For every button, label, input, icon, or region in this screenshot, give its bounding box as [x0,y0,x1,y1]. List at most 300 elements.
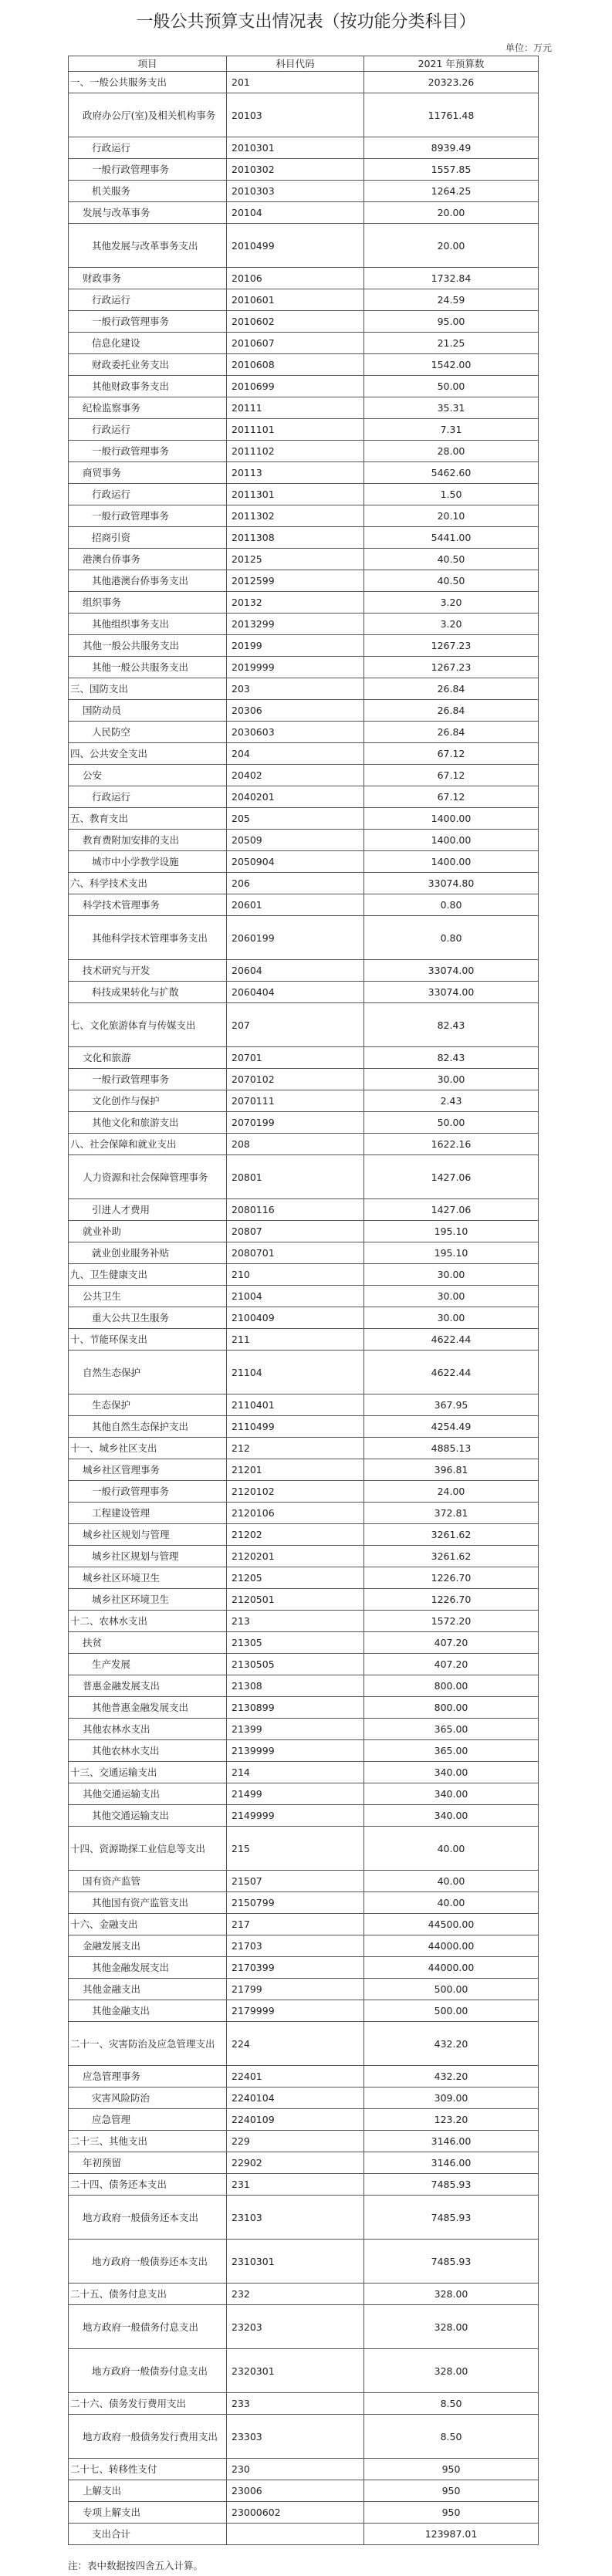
item-name-cell: 四、公共安全支出 [69,743,227,765]
table-row [69,678,539,700]
budget-amount-cell: 1.50 [364,484,539,505]
budget-amount-cell: 195.10 [364,1221,539,1242]
budget-amount-cell: 44000.00 [364,1957,539,1979]
table-row [69,311,539,333]
subject-code-cell: 22401 [227,2066,364,2088]
budget-amount-cell: 328.00 [364,2284,539,2305]
subject-code-cell: 23203 [227,2305,364,2349]
table-row [69,722,539,743]
item-name-cell: 财政事务 [69,268,227,289]
item-name-cell: 五、教育支出 [69,808,227,830]
item-name-cell: 专项上解支出 [69,2502,227,2524]
table-row [69,700,539,722]
budget-amount-cell: 50.00 [364,376,539,397]
subject-code-cell: 2120106 [227,1503,364,1524]
budget-amount-cell: 8939.49 [364,137,539,159]
table-row [69,1740,539,1762]
table-row [69,1675,539,1697]
table-header-row [69,56,539,72]
table-row [69,1914,539,1935]
item-name-cell: 行政运行 [69,786,227,808]
budget-amount-cell: 396.81 [364,1459,539,1481]
subject-code-cell: 201 [227,72,364,93]
item-name-cell: 城乡社区管理事务 [69,1459,227,1481]
subject-code-cell: 2120201 [227,1546,364,1567]
table-row [69,527,539,549]
subject-code-cell: 2070102 [227,1069,364,1090]
table-row [69,1351,539,1394]
table-row [69,1567,539,1589]
budget-amount-cell: 3146.00 [364,2131,539,2152]
budget-amount-cell: 500.00 [364,2000,539,2022]
item-name-cell: 十三、交通运输支出 [69,1762,227,1783]
budget-amount-cell: 1557.85 [364,159,539,181]
subject-code-cell: 2179999 [227,2000,364,2022]
subject-code-cell: 2170399 [227,1957,364,1979]
table-row [69,181,539,202]
budget-amount-cell: 4622.44 [364,1329,539,1351]
item-name-cell: 工程建设管理 [69,1503,227,1524]
item-name-cell: 三、国防支出 [69,678,227,700]
subject-code-cell: 21308 [227,1675,364,1697]
budget-amount-cell: 365.00 [364,1740,539,1762]
budget-amount-cell: 3261.62 [364,1524,539,1546]
subject-code-cell: 20199 [227,635,364,657]
item-name-cell: 文化创作与保护 [69,1090,227,1112]
subject-code-cell: 2010601 [227,289,364,311]
table-row [69,2415,539,2459]
subject-code-cell: 20306 [227,700,364,722]
item-name-cell: 其他交通运输支出 [69,1805,227,1827]
budget-amount-cell: 1267.23 [364,635,539,657]
table-row [69,1416,539,1438]
subject-code-cell: 2060199 [227,916,364,960]
budget-amount-cell: 367.95 [364,1394,539,1416]
subject-code-cell: 2060404 [227,982,364,1003]
item-name-cell: 十四、资源勘探工业信息等支出 [69,1827,227,1871]
table-row [69,894,539,916]
table-row [69,614,539,635]
item-name-cell: 人民防空 [69,722,227,743]
item-name-cell: 其他文化和旅游支出 [69,1112,227,1134]
table-row [69,2174,539,2196]
budget-amount-cell: 309.00 [364,2088,539,2109]
subject-code-cell: 203 [227,678,364,700]
subject-code-cell: 215 [227,1827,364,1871]
item-name-cell: 其他组织事务支出 [69,614,227,635]
budget-amount-cell: 407.20 [364,1654,539,1675]
table-row [69,1134,539,1155]
table-row [69,786,539,808]
subject-code-cell: 2130899 [227,1697,364,1719]
budget-amount-cell: 8.50 [364,2415,539,2459]
item-name-cell: 一般行政管理事务 [69,1481,227,1503]
table-row [69,1329,539,1351]
subject-code-cell: 204 [227,743,364,765]
budget-amount-cell: 11761.48 [364,93,539,137]
subject-code-cell: 2010699 [227,376,364,397]
table-row [69,2524,539,2545]
subject-code-cell: 20132 [227,592,364,614]
table-row [69,419,539,441]
budget-amount-cell: 1427.06 [364,1155,539,1199]
item-name-cell: 行政运行 [69,419,227,441]
subject-code-cell: 2010302 [227,159,364,181]
budget-amount-cell: 33074.80 [364,873,539,894]
budget-amount-cell: 82.43 [364,1047,539,1069]
table-row [69,484,539,505]
table-row [69,137,539,159]
subject-code-cell: 20103 [227,93,364,137]
table-row [69,2502,539,2524]
subject-code-cell: 2320301 [227,2349,364,2393]
subject-code-cell: 21499 [227,1783,364,1805]
table-row [69,159,539,181]
budget-amount-cell: 20.10 [364,505,539,527]
table-row [69,2480,539,2502]
budget-amount-cell: 123987.01 [364,2524,539,2545]
table-row [69,1892,539,1914]
table-row [69,808,539,830]
item-name-cell: 就业创业服务补贴 [69,1242,227,1264]
budget-amount-cell: 1542.00 [364,354,539,376]
item-name-cell: 纪检监察事务 [69,397,227,419]
subject-code-cell: 2011102 [227,441,364,462]
budget-amount-cell: 30.00 [364,1286,539,1307]
budget-amount-cell: 26.84 [364,700,539,722]
item-name-cell: 港澳台侨事务 [69,549,227,570]
budget-amount-cell: 407.20 [364,1632,539,1654]
budget-amount-cell: 20.00 [364,224,539,268]
subject-code-cell: 20106 [227,268,364,289]
table-row [69,2066,539,2088]
header-code: 科目代码 [227,56,364,72]
table-row [69,1003,539,1047]
unit-label: 单位：万元 [505,42,552,53]
subject-code-cell: 20509 [227,830,364,851]
table-row [69,376,539,397]
item-name-cell: 一般行政管理事务 [69,1069,227,1090]
item-name-cell: 组织事务 [69,592,227,614]
budget-table [68,56,539,2545]
budget-amount-cell: 82.43 [364,1003,539,1047]
subject-code-cell: 2120102 [227,1481,364,1503]
table-row [69,1199,539,1221]
subject-code-cell: 2310301 [227,2240,364,2284]
item-name-cell: 金融发展支出 [69,1935,227,1957]
item-name-cell: 其他国有资产监管支出 [69,1892,227,1914]
table-row [69,2284,539,2305]
table-row [69,873,539,894]
budget-amount-cell: 33074.00 [364,960,539,982]
budget-amount-cell: 7485.93 [364,2240,539,2284]
budget-amount-cell: 50.00 [364,1112,539,1134]
budget-amount-cell: 1226.70 [364,1567,539,1589]
item-name-cell: 一般行政管理事务 [69,311,227,333]
table-row [69,1069,539,1090]
item-name-cell: 一、一般公共服务支出 [69,72,227,93]
subject-code-cell: 23103 [227,2196,364,2240]
table-row [69,441,539,462]
budget-amount-cell: 8.50 [364,2393,539,2415]
table-row [69,1286,539,1307]
item-name-cell: 十六、金融支出 [69,1914,227,1935]
subject-code-cell: 214 [227,1762,364,1783]
subject-code-cell: 2070199 [227,1112,364,1134]
subject-code-cell: 210 [227,1264,364,1286]
item-name-cell: 公安 [69,765,227,786]
subject-code-cell: 2050904 [227,851,364,873]
table-row [69,1805,539,1827]
subject-code-cell: 2012599 [227,570,364,592]
table-row [69,549,539,570]
subject-code-cell: 230 [227,2459,364,2480]
item-name-cell: 六、科学技术支出 [69,873,227,894]
table-row [69,2305,539,2349]
table-row [69,462,539,484]
table-row [69,1307,539,1329]
subject-code-cell: 2010602 [227,311,364,333]
subject-code-cell: 21703 [227,1935,364,1957]
table-row [69,268,539,289]
table-row [69,2022,539,2066]
table-row [69,1481,539,1503]
budget-amount-cell: 3.20 [364,592,539,614]
table-row [69,202,539,224]
budget-amount-cell: 1267.23 [364,657,539,678]
budget-amount-cell: 44500.00 [364,1914,539,1935]
table-row [69,1112,539,1134]
table-row [69,333,539,354]
subject-code-cell: 2011301 [227,484,364,505]
header-amount: 2021 年预算数 [364,56,539,72]
item-name-cell: 重大公共卫生服务 [69,1307,227,1329]
item-name-cell: 十二、农林水支出 [69,1611,227,1632]
budget-amount-cell: 1572.20 [364,1611,539,1632]
budget-amount-cell: 2.43 [364,1090,539,1112]
table-row [69,1090,539,1112]
item-name-cell: 二十三、其他支出 [69,2131,227,2152]
subject-code-cell: 21399 [227,1719,364,1740]
budget-amount-cell: 950 [364,2502,539,2524]
item-name-cell: 其他农林水支出 [69,1740,227,1762]
subject-code-cell: 20113 [227,462,364,484]
budget-amount-cell: 30.00 [364,1307,539,1329]
item-name-cell: 科学技术管理事务 [69,894,227,916]
budget-amount-cell: 26.84 [364,722,539,743]
budget-amount-cell: 44000.00 [364,1935,539,1957]
subject-code-cell: 21507 [227,1871,364,1892]
subject-code-cell: 2010301 [227,137,364,159]
table-row [69,2196,539,2240]
subject-code-cell: 21202 [227,1524,364,1546]
item-name-cell: 其他金融支出 [69,1979,227,2000]
table-row [69,1546,539,1567]
subject-code-cell: 229 [227,2131,364,2152]
budget-amount-cell: 20.00 [364,202,539,224]
table-row [69,1221,539,1242]
item-name-cell: 二十六、债务发行费用支出 [69,2393,227,2415]
item-name-cell: 机关服务 [69,181,227,202]
subject-code-cell: 23303 [227,2415,364,2459]
item-name-cell: 文化和旅游 [69,1047,227,1069]
item-name-cell: 七、文化旅游体育与传媒支出 [69,1003,227,1047]
table-row [69,1957,539,1979]
table-row [69,224,539,268]
item-name-cell: 行政运行 [69,289,227,311]
item-name-cell: 其他金融发展支出 [69,1957,227,1979]
subject-code-cell: 2110401 [227,1394,364,1416]
table-row [69,1827,539,1871]
table-row [69,1459,539,1481]
subject-code-cell: 20104 [227,202,364,224]
item-name-cell: 二十一、灾害防治及应急管理支出 [69,2022,227,2066]
item-name-cell: 城乡社区规划与管理 [69,1524,227,1546]
subject-code-cell: 2010499 [227,224,364,268]
subject-code-cell: 20111 [227,397,364,419]
table-row [69,1438,539,1459]
item-name-cell: 上解支出 [69,2480,227,2502]
budget-amount-cell: 1622.16 [364,1134,539,1155]
item-name-cell: 政府办公厅(室)及相关机构事务 [69,93,227,137]
subject-code-cell: 2011101 [227,419,364,441]
subject-code-cell: 20807 [227,1221,364,1242]
item-name-cell: 二十四、债务还本支出 [69,2174,227,2196]
item-name-cell: 扶贫 [69,1632,227,1654]
budget-amount-cell: 67.12 [364,786,539,808]
subject-code-cell: 2130505 [227,1654,364,1675]
item-name-cell: 生态保护 [69,1394,227,1416]
subject-code-cell: 232 [227,2284,364,2305]
subject-code-cell: 21004 [227,1286,364,1307]
budget-amount-cell: 95.00 [364,311,539,333]
table-row [69,2109,539,2131]
table-row [69,354,539,376]
budget-amount-cell: 24.00 [364,1481,539,1503]
item-name-cell: 二十七、转移性支付 [69,2459,227,2480]
table-row [69,2393,539,2415]
subject-code-cell: 21104 [227,1351,364,1394]
item-name-cell: 信息化建设 [69,333,227,354]
budget-amount-cell: 195.10 [364,1242,539,1264]
table-row [69,289,539,311]
subject-code-cell: 20801 [227,1155,364,1199]
table-row [69,1394,539,1416]
item-name-cell: 一般行政管理事务 [69,505,227,527]
item-name-cell: 其他财政事务支出 [69,376,227,397]
item-name-cell: 科技成果转化与扩散 [69,982,227,1003]
budget-amount-cell: 7485.93 [364,2174,539,2196]
table-row [69,1871,539,1892]
item-name-cell: 人力资源和社会保障管理事务 [69,1155,227,1199]
item-name-cell: 十、节能环保支出 [69,1329,227,1351]
item-name-cell: 商贸事务 [69,462,227,484]
table-row [69,657,539,678]
budget-amount-cell: 0.80 [364,894,539,916]
table-row [69,851,539,873]
budget-amount-cell: 328.00 [364,2349,539,2393]
table-row [69,1503,539,1524]
item-name-cell: 其他普惠金融发展支出 [69,1697,227,1719]
table-row [69,1935,539,1957]
budget-amount-cell: 20323.26 [364,72,539,93]
subject-code-cell: 2010607 [227,333,364,354]
table-row [69,2459,539,2480]
table-row [69,916,539,960]
subject-code-cell: 23000602 [227,2502,364,2524]
subject-code-cell: 231 [227,2174,364,2196]
item-name-cell: 自然生态保护 [69,1351,227,1394]
budget-amount-cell: 340.00 [364,1783,539,1805]
item-name-cell: 其他交通运输支出 [69,1783,227,1805]
subject-code-cell: 217 [227,1914,364,1935]
subject-code-cell: 23006 [227,2480,364,2502]
item-name-cell: 其他农林水支出 [69,1719,227,1740]
table-row [69,2349,539,2393]
budget-amount-cell: 1400.00 [364,808,539,830]
subject-code-cell: 21799 [227,1979,364,2000]
item-name-cell: 其他发展与改革事务支出 [69,224,227,268]
item-name-cell: 引进人才费用 [69,1199,227,1221]
table-row [69,397,539,419]
budget-amount-cell: 950 [364,2480,539,2502]
table-row [69,1632,539,1654]
budget-amount-cell: 328.00 [364,2305,539,2349]
subject-code-cell: 22902 [227,2152,364,2174]
budget-amount-cell: 1732.84 [364,268,539,289]
subject-code-cell: 2019999 [227,657,364,678]
subject-code-cell: 2150799 [227,1892,364,1914]
table-row [69,72,539,93]
item-name-cell: 行政运行 [69,484,227,505]
budget-amount-cell: 30.00 [364,1069,539,1090]
subject-code-cell: 2010303 [227,181,364,202]
item-name-cell: 城乡社区环境卫生 [69,1567,227,1589]
subject-code-cell: 2040201 [227,786,364,808]
budget-amount-cell: 123.20 [364,2109,539,2131]
subject-code-cell: 205 [227,808,364,830]
item-name-cell: 技术研究与开发 [69,960,227,982]
subject-code-cell: 2080116 [227,1199,364,1221]
subject-code-cell: 2149999 [227,1805,364,1827]
table-row [69,982,539,1003]
item-name-cell: 其他科学技术管理事务支出 [69,916,227,960]
item-name-cell: 地方政府一般债券还本支出 [69,2240,227,2284]
item-name-cell: 其他自然生态保护支出 [69,1416,227,1438]
subject-code-cell: 2011308 [227,527,364,549]
item-name-cell: 其他一般公共服务支出 [69,657,227,678]
item-name-cell: 年初预留 [69,2152,227,2174]
budget-amount-cell: 4885.13 [364,1438,539,1459]
item-name-cell: 二十五、债务付息支出 [69,2284,227,2305]
table-row [69,1264,539,1286]
budget-amount-cell: 3146.00 [364,2152,539,2174]
subject-code-cell: 2030603 [227,722,364,743]
table-row [69,592,539,614]
table-row [69,635,539,657]
table-row [69,1783,539,1805]
budget-amount-cell: 67.12 [364,743,539,765]
budget-amount-cell: 4254.49 [364,1416,539,1438]
table-row [69,2088,539,2109]
table-row [69,2240,539,2284]
table-row [69,2131,539,2152]
subject-code-cell: 2240104 [227,2088,364,2109]
subject-code-cell: 207 [227,1003,364,1047]
item-name-cell: 城乡社区环境卫生 [69,1589,227,1611]
budget-amount-cell: 40.00 [364,1871,539,1892]
subject-code-cell: 20604 [227,960,364,982]
